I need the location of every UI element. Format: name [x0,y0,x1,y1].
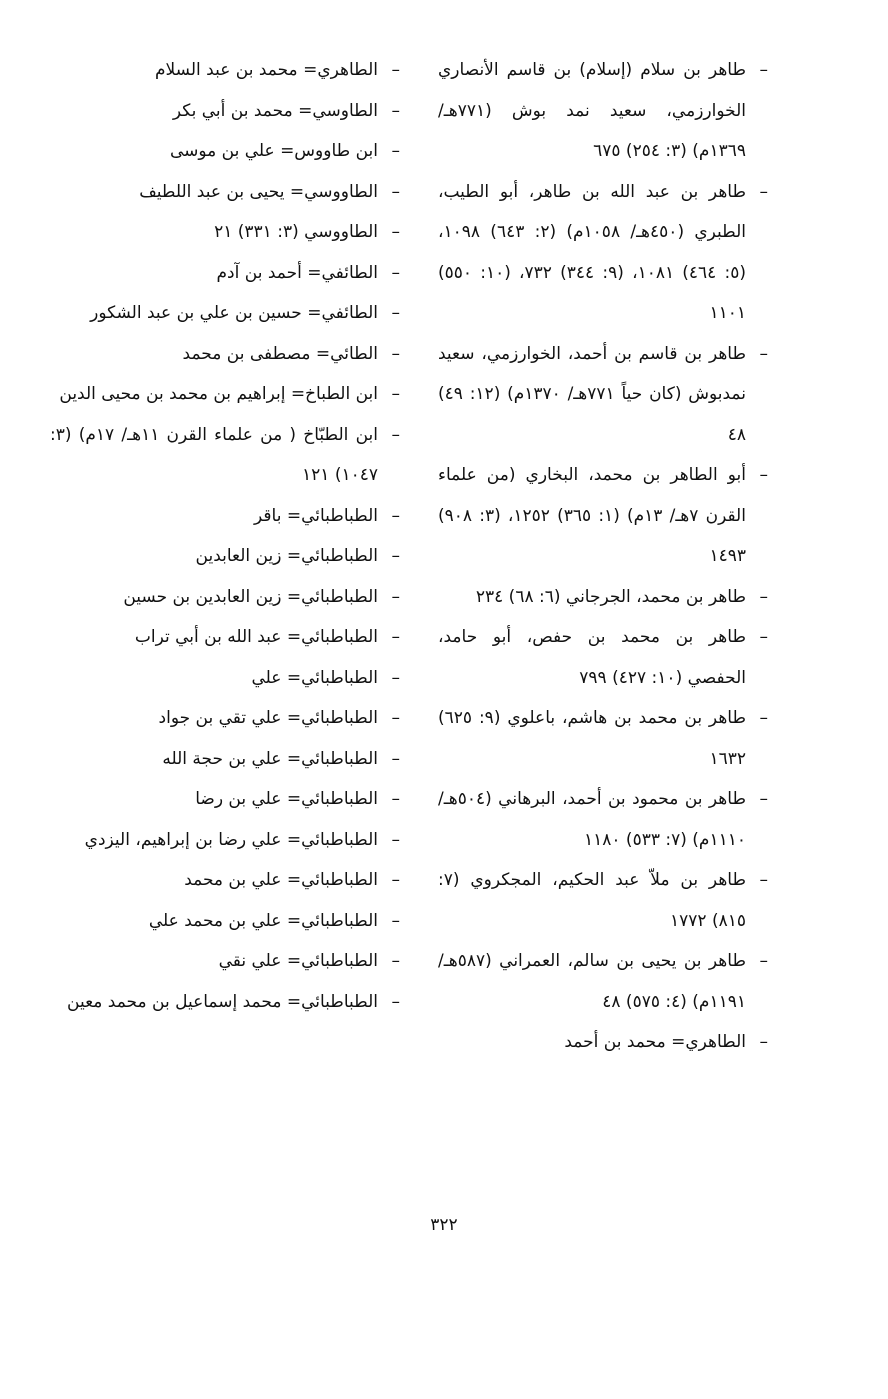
entry-dash: – [759,1032,768,1052]
entry-dash: – [391,60,400,80]
index-entry [50,860,400,901]
entry-text: الطائي= مصطفى بن محمد [182,343,378,364]
entry-text: الطاوسي= محمد بن أبي بكر [172,100,378,121]
index-entry [438,698,768,779]
entry-text: الطباطبائي= علي بن محمد علي [148,910,378,931]
entry-dash: – [391,141,400,161]
entry-dash: – [759,586,768,607]
index-entry [50,820,400,861]
entry-dash: – [391,586,400,607]
index-entry [50,415,400,496]
entry-dash: – [391,424,400,445]
index-entry [50,536,400,577]
index-entry [50,577,400,618]
entry-dash: – [391,667,400,688]
entry-text: الطباطبائي= علي بن محمد [184,870,378,890]
entry-dash: – [391,546,400,566]
entry-dash: – [759,708,768,728]
entry-text: ابن الطباخ= إبراهيم بن محمد بن محيى الدين [59,384,378,404]
index-entry [50,131,400,172]
entry-text: ابن الطبّاخ ( من علماء القرن ١١هـ/ ١٧م) (٣: ١٠٤٧) ١٢١ [50,424,378,485]
entry-dash: – [759,181,768,202]
index-entry [438,617,768,698]
entry-text: الطباطبائي= محمد إسماعيل بن محمد معين [67,991,378,1012]
entry-dash: – [391,303,400,323]
entry-dash: – [391,343,400,364]
entry-dash: – [759,789,768,809]
index-entry [50,779,400,820]
page-number: ٣٢٢ [430,1215,458,1235]
entry-text: الطباطبائي= علي بن حجة الله [162,748,378,769]
index-entry [50,253,400,294]
entry-text: طاهر بن محمد بن حفص، أبو حامد، الحفصي (١٠: ٤٢٧) ٧٩٩ [438,627,746,688]
index-entry [438,455,768,577]
index-entry [438,1022,768,1063]
entry-dash: – [759,60,768,80]
entry-dash: – [759,343,768,364]
index-entry [50,901,400,942]
index-entry [438,172,768,334]
entry-dash: – [391,910,400,931]
index-entry [438,779,768,860]
entry-dash: – [759,627,768,647]
entry-dash: – [391,100,400,121]
entry-text: طاهر بن محمود بن أحمد، البرهاني (٥٠٤هـ/ ١١١٠م) (٧: ٥٣٣) ١١٨٠ [438,789,746,850]
entry-text: الطاووسي= يحيى بن عبد اللطيف [139,181,378,202]
entry-dash: – [391,829,400,850]
entry-dash: – [759,870,768,890]
entry-text: الطباطبائي= علي تقي بن جواد [158,708,378,728]
entry-text: الطائفي= حسين بن علي بن عبد الشكور [90,303,378,323]
index-column-right [438,50,768,1063]
entry-text: طاهر بن يحيى بن سالم، العمراني (٥٨٧هـ/ ١١٩١م) (٤: ٥٧٥) ٤٨ [438,951,746,1012]
entry-dash: – [391,748,400,769]
entry-text: الطباطبائي= علي بن رضا [195,789,378,809]
index-entry [50,293,400,334]
entry-dash: – [391,181,400,202]
entry-dash: – [391,262,400,283]
entry-dash: – [391,505,400,526]
entry-text: الطباطبائي= باقر [254,505,378,526]
index-entry [50,496,400,537]
entry-dash: – [391,222,400,242]
index-entry [50,658,400,699]
entry-text: طاهر بن قاسم بن أحمد، الخوارزمي، سعيد نمدبوش (كان حياً ٧٧١هـ/ ١٣٧٠م) (١٢: ٤٩) ٤٨ [438,343,746,445]
entry-text: الطباطبائي= زين العابدين بن حسين [123,586,378,607]
entry-text: طاهر بن عبد الله بن طاهر، أبو الطيب، الطبري (٤٥٠هـ/ ١٠٥٨م) (٢: ٦٤٣) ١٠٩٨، (٥: ٤٦٤) ١٠٨١، (٩: ٣٤٤) ٧٣٢، (١٠: ٥٥٠) ١١٠١ [438,181,747,323]
index-entry [438,941,768,1022]
entry-text: الطباطبائي= علي نقي [218,951,378,971]
entry-text: طاهر بن ملاّ عبد الحكيم، المجكروي (٧: ٨١٥) ١٧٧٢ [438,870,746,931]
entry-text: الطاهري= محمد بن عبد السلام [155,60,378,80]
index-entry [50,212,400,253]
entry-dash: – [391,991,400,1012]
entry-dash: – [391,627,400,647]
index-entry [50,941,400,982]
entry-text: ابن طاووس= علي بن موسى [169,141,378,161]
entry-text: الطاهري= محمد بن أحمد [564,1032,746,1052]
index-entry [50,91,400,132]
entry-text: الطباطبائي= زين العابدين [195,546,378,566]
entry-text: الطباطبائي= علي [251,667,378,688]
entry-dash: – [391,789,400,809]
index-entry [50,698,400,739]
index-entry [438,334,768,456]
index-column-left [50,50,400,1022]
entry-dash: – [759,465,768,485]
entry-text: الطائفي= أحمد بن آدم [216,262,378,283]
entry-dash: – [391,951,400,971]
entry-text: طاهر بن محمد، الجرجاني (٦: ٦٨) ٢٣٤ [475,586,746,607]
entry-text: طاهر بن سلام (إسلام) بن قاسم الأنصاري الخوارزمي، سعيد نمد بوش (٧٧١هـ/ ١٣٦٩م) (٣: ٢٥٤) ٦٧٥ [438,60,746,161]
index-entry [50,739,400,780]
entry-text: الطباطبائي= عبد الله بن أبي تراب [134,627,378,647]
entry-text: الطاووسي (٣: ٣٣١) ٢١ [214,222,378,242]
index-entry [50,374,400,415]
entry-text: الطباطبائي= علي رضا بن إبراهيم، اليزدي [84,829,378,850]
entry-dash: – [391,870,400,890]
index-entry [50,172,400,213]
index-entry [50,50,400,91]
index-entry [438,860,768,941]
entry-text: طاهر بن محمد بن هاشم، باعلوي (٩: ٦٢٥) ١٦٣٢ [438,708,746,769]
entry-dash: – [759,951,768,971]
index-entry [50,334,400,375]
index-entry [438,50,768,172]
entry-dash: – [391,708,400,728]
entry-dash: – [391,384,400,404]
index-entry [50,982,400,1023]
index-entry [50,617,400,658]
entry-text: أبو الطاهر بن محمد، البخاري (من علماء القرن ٧هـ/ ١٣م) (١: ٣٦٥) ١٢٥٢، (٣: ٩٠٨) ١٤٩٣ [438,465,746,566]
index-entry [438,577,768,618]
